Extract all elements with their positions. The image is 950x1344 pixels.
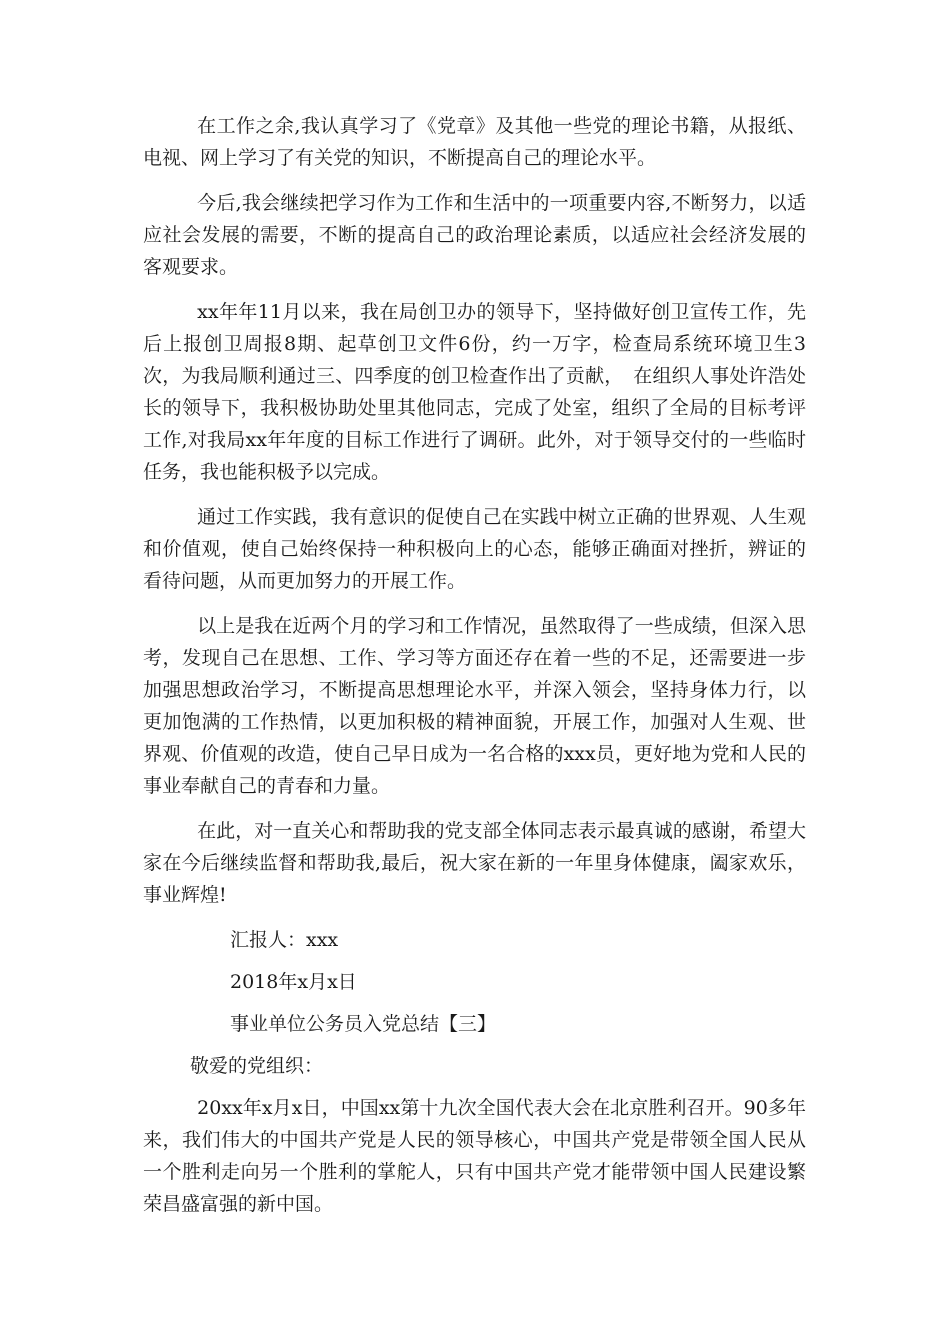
- paragraph-work-practice: 通过工作实践，我有意识的促使自己在实践中树立正确的世界观、人生观和价值观，使自己始终保持一种积极向上的心态，能够正确面对挫折，辨证的看待问题，从而更加努力的开展工作。: [143, 506, 806, 592]
- section-title: 事业单位公务员入党总结【三】: [230, 1013, 497, 1035]
- paragraph-summary: 以上是我在近两个月的学习和工作情况，虽然取得了一些成绩，但深入思考，发现自己在思想、工作、学习等方面还存在着一些的不足，还需要进一步加强思想政治学习，不断提高思想理论水平，并深入领会，坚持身体力行，以更加饱满的工作热情，以更加积极的精神面貌，开展工作，加强对人生观、世界观、价值观的改造，使自己早日成为一名合格的xxx员，更好地为党和人民的事业奉献自己的青春和力量。: [143, 615, 806, 797]
- paragraph-work-record: xx年年11月以来，我在局创卫办的领导下，坚持做好创卫宣传工作，先后上报创卫周报8期、起草创卫文件6份，约一万字，检查局系统环境卫生3次，为我局顺利通过三、四季度的创卫检查作出了贡献， 在组织人事处许浩处长的领导下，我积极协助处里其他同志，完成了处室，组织了全局的目标考评工作,对我局xx年年度的目标工作进行了调研。此外，对于领导交付的一些临时任务，我也能积极予以完成。: [143, 301, 806, 483]
- salutation-line: 敬爱的党组织：: [190, 1055, 324, 1077]
- paragraph-future-plan: 今后,我会继续把学习作为工作和生活中的一项重要内容,不断努力，以适应社会发展的需要，不断的提高自己的政治理论素质，以适应社会经济发展的客观要求。: [143, 192, 806, 278]
- date-line: 2018年x月x日: [230, 971, 357, 993]
- paragraph-study: 在工作之余,我认真学习了《党章》及其他一些党的理论书籍，从报纸、电视、网上学习了有关党的知识，不断提高自己的理论水平。: [143, 115, 806, 169]
- paragraph-congress: 20xx年x月x日，中国xx第十九次全国代表大会在北京胜利召开。90多年来，我们伟大的中国共产党是人民的领导核心，中国共产党是带领全国人民从一个胜利走向另一个胜利的掌舵人，只有中国共产党才能带领中国人民建设繁荣昌盛富强的新中国。: [143, 1097, 806, 1215]
- reporter-line: 汇报人：xxx: [230, 929, 339, 951]
- document-body: [143, 110, 806, 1233]
- paragraph-thanks: 在此，对一直关心和帮助我的党支部全体同志表示最真诚的感谢，希望大家在今后继续监督和帮助我,最后，祝大家在新的一年里身体健康，阖家欢乐，事业辉煌!: [143, 820, 806, 906]
